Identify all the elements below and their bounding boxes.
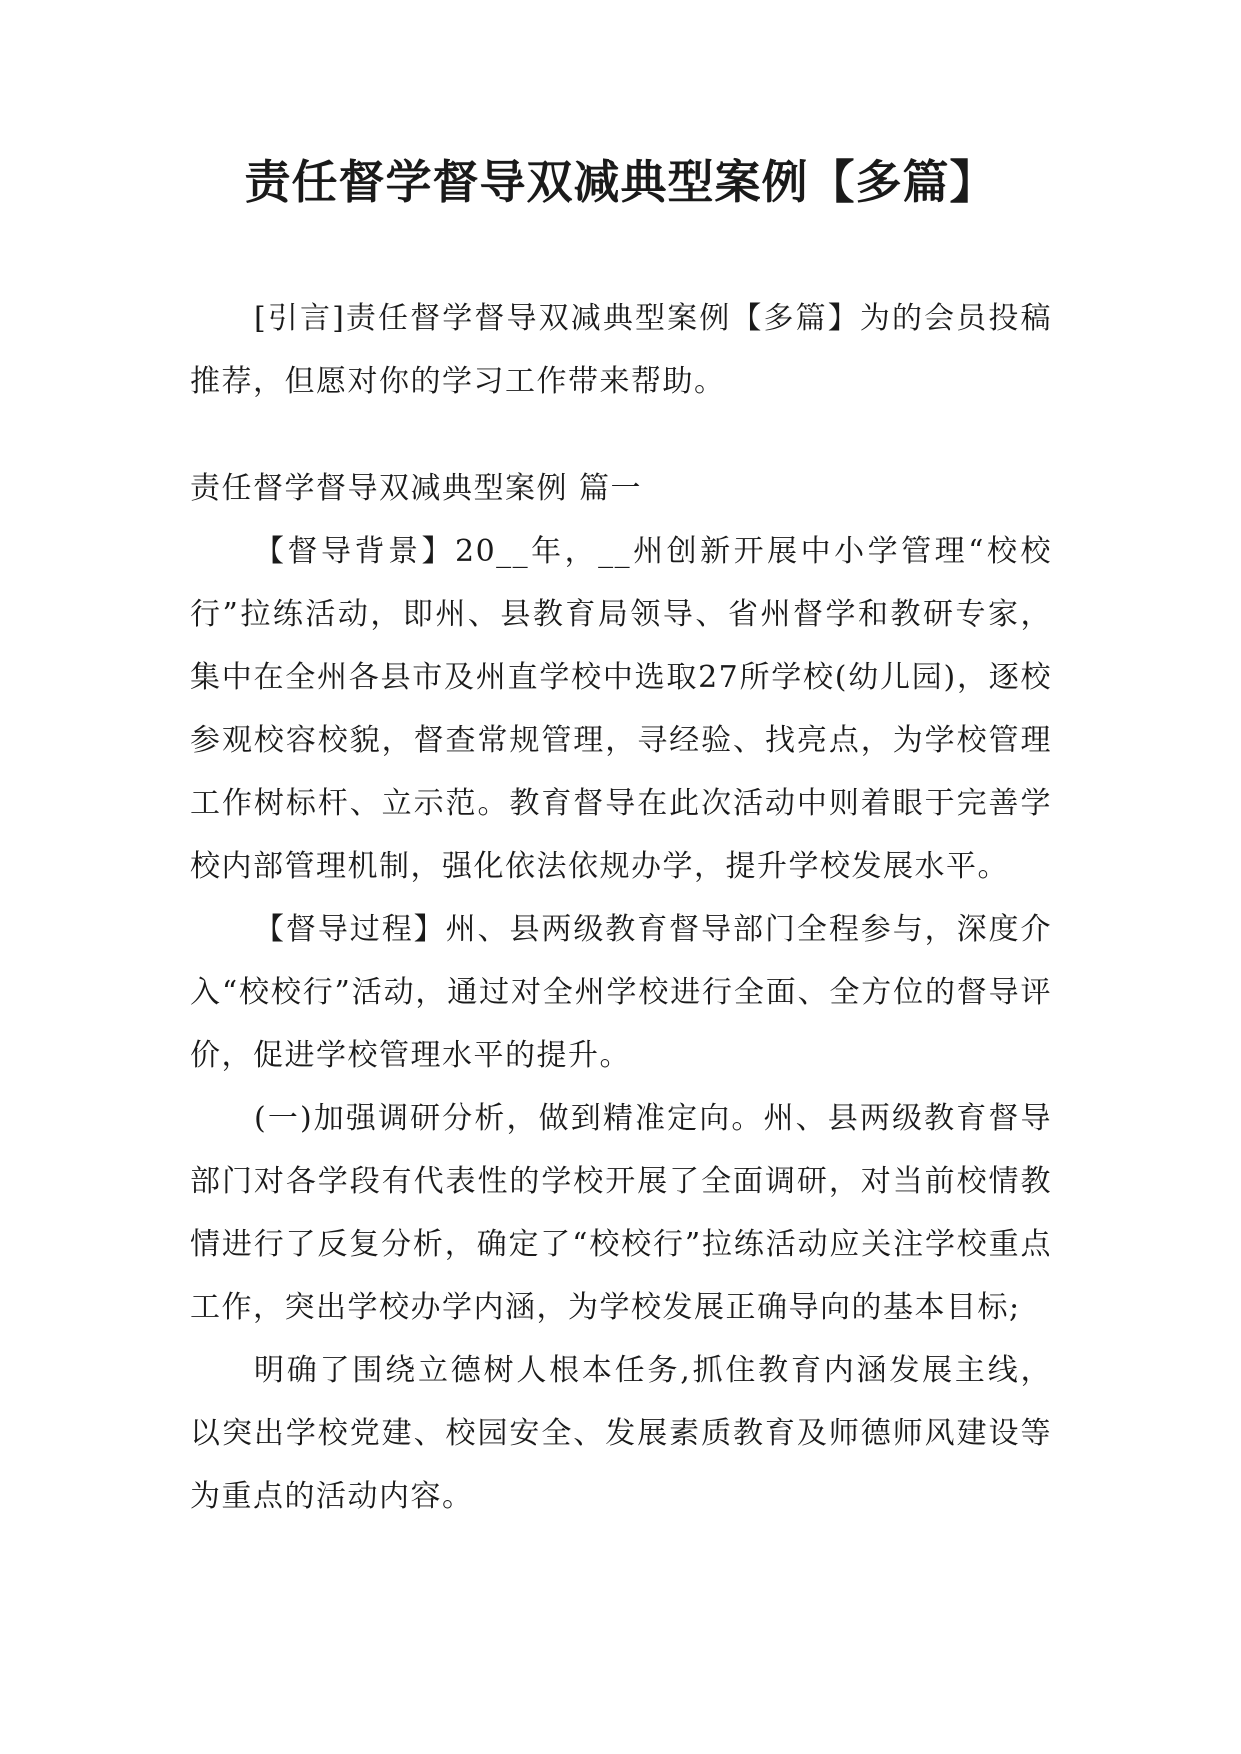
paragraph-content: 明确了围绕立德树人根本任务,抓住教育内涵发展主线，以突出学校党建、校园安全、发展素质教育及师德师风建设等为重点的活动内容。	[190, 1353, 1052, 1514]
intro-paragraph: [引言]责任督学督导双减典型案例【多篇】为的会员投稿推荐，但愿对你的学习工作带来帮助。	[190, 301, 1052, 399]
spacer	[190, 413, 1052, 457]
paragraph-research: (一)加强调研分析，做到精准定向。州、县两级教育督导部门对各学段有代表性的学校开展了全面调研，对当前校情教情进行了反复分析，确定了“校校行”拉练活动应关注学校重点工作，突出学校办学内涵，为学校发展正确导向的基本目标;	[190, 1101, 1052, 1325]
document-body	[190, 287, 1052, 1528]
paragraph-background: 【督导背景】20__年，__州创新开展中小学管理“校校行”拉练活动，即州、县教育局领导、省州督学和教研专家，集中在全州各县市及州直学校中选取27所学校(幼儿园)，逐校参观校容校貌，督查常规管理，寻经验、找亮点，为学校管理工作树标杆、立示范。教育督导在此次活动中则着眼于完善学校内部管理机制，强化依法依规办学，提升学校发展水平。	[190, 534, 1052, 884]
section-heading: 责任督学督导双减典型案例 篇一	[190, 471, 643, 506]
document-title: 责任督学督导双减典型案例【多篇】	[244, 155, 997, 209]
paragraph-process: 【督导过程】州、县两级教育督导部门全程参与，深度介入“校校行”活动，通过对全州学校进行全面、全方位的督导评价，促进学校管理水平的提升。	[190, 912, 1052, 1073]
